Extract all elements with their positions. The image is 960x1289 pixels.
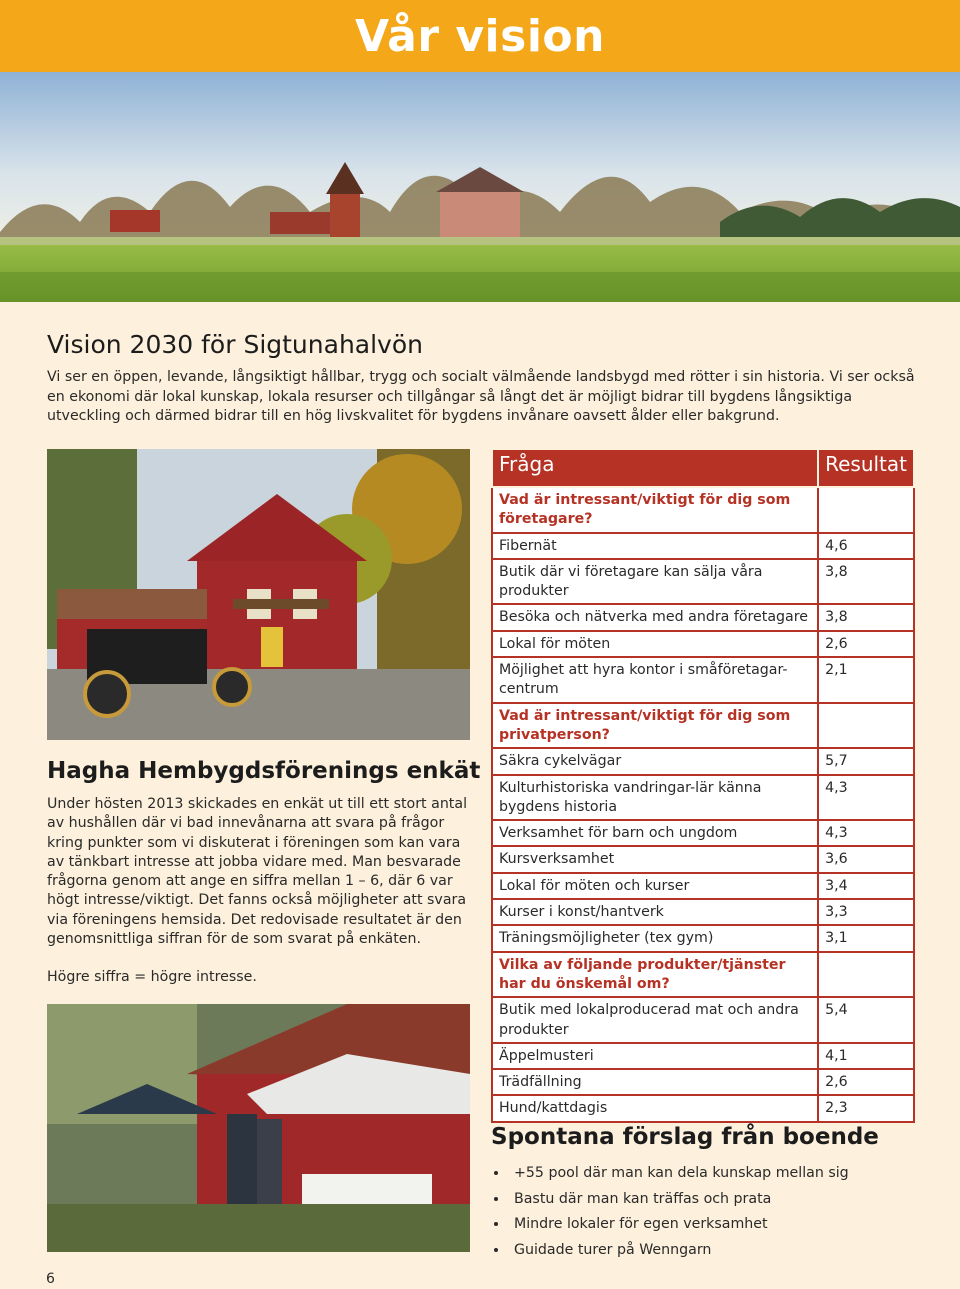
item-cell: Säkra cykelvägar (492, 748, 818, 774)
table-row (492, 631, 914, 657)
item-cell: Lokal för möten (492, 631, 818, 657)
result-cell: 3,4 (818, 873, 914, 899)
result-cell: 2,1 (818, 657, 914, 703)
result-cell: 2,6 (818, 1069, 914, 1095)
item-cell: Kursverksamhet (492, 846, 818, 872)
result-cell: 5,4 (818, 997, 914, 1043)
list-item: +55 pool där man kan dela kunskap mellan sig (493, 1163, 913, 1189)
table-row (492, 1043, 914, 1069)
table-row (492, 559, 914, 605)
table-row (492, 873, 914, 899)
list-item: Mindre lokaler för egen verksamhet (493, 1214, 913, 1240)
list-item: Guidade turer på Wenngarn (493, 1240, 913, 1266)
hero-landscape-photo (0, 72, 960, 302)
item-cell: Hund/kattdagis (492, 1095, 818, 1121)
table-row (492, 748, 914, 774)
table-row (492, 997, 914, 1043)
question-cell: Vilka av följande produkter/tjänster har du önskemål om? (492, 952, 818, 998)
table-row (492, 775, 914, 821)
table-question-row (492, 703, 914, 749)
question-cell: Vad är intressant/viktigt för dig som privatperson? (492, 703, 818, 749)
table-row (492, 1095, 914, 1121)
result-cell: 3,6 (818, 846, 914, 872)
vision-heading: Vision 2030 för Sigtunahalvön (47, 330, 423, 359)
column-header-result: Resultat (818, 449, 914, 487)
table-row (492, 820, 914, 846)
column-header-question: Fråga (492, 449, 818, 487)
item-cell: Butik där vi företagare kan sälja våra produkter (492, 559, 818, 605)
item-cell: Möjlighet att hyra kontor i småföretagar-centrum (492, 657, 818, 703)
survey-note: Högre siffra = högre intresse. (47, 969, 257, 986)
result-cell: 3,8 (818, 604, 914, 630)
survey-text (47, 795, 472, 1007)
survey-results-table (491, 448, 915, 1123)
survey-paragraph: Under hösten 2013 skickades en enkät ut till ett stort antal av hushållen där vi bad innevånarna att svara på frågor kring punkter som vi diskuterat i föreningen som kan vara av tänkbart intresse att jobba vidare med. Man besvarade frågorna genom att ange en siffra mellan 1 – 6, där 6 var högt intresse/viktigt. Det fanns också möjligheter att svara via föreningens hemsida. Det redovisade resultatet är den genomsnittliga siffran för de som svarat på enkäten. (47, 796, 468, 948)
table-row (492, 604, 914, 630)
header-band (0, 0, 960, 72)
table-row (492, 657, 914, 703)
list-item: Bastu där man kan träffas och prata (493, 1189, 913, 1215)
item-cell: Besöka och nätverka med andra företagare (492, 604, 818, 630)
result-cell: 3,3 (818, 899, 914, 925)
result-cell: 2,3 (818, 1095, 914, 1121)
survey-heading: Hagha Hembygdsförenings enkät (47, 758, 481, 784)
question-cell: Vad är intressant/viktigt för dig som företagare? (492, 487, 818, 533)
photo-handel-building (47, 449, 470, 740)
result-cell (818, 487, 914, 533)
table-question-row (492, 952, 914, 998)
result-cell: 4,3 (818, 775, 914, 821)
result-cell (818, 703, 914, 749)
item-cell: Verksamhet för barn och ungdom (492, 820, 818, 846)
vision-paragraph: Vi ser en öppen, levande, långsiktigt hållbar, trygg och socialt välmående landsbygd med rötter i sin historia. Vi ser också en ekonomi där lokal kunskap, lokala resurser och tillgångar så långt det är möjligt bidrar till bygdens långsiktiga utveckling och därmed bidrar till en hög livskvalitet för bygdens invånare oavsett ålder eller bakgrund. (47, 369, 915, 424)
photo-market-tent (47, 1004, 470, 1252)
result-cell: 2,6 (818, 631, 914, 657)
table-question-row (492, 487, 914, 533)
item-cell: Butik med lokalproducerad mat och andra produkter (492, 997, 818, 1043)
result-cell: 4,3 (818, 820, 914, 846)
table-row (492, 846, 914, 872)
table-row (492, 533, 914, 559)
result-cell (818, 952, 914, 998)
spontaneous-heading: Spontana förslag från boende (491, 1124, 879, 1150)
item-cell: Trädfällning (492, 1069, 818, 1095)
item-cell: Kurser i konst/hantverk (492, 899, 818, 925)
table-row (492, 1069, 914, 1095)
result-cell: 4,1 (818, 1043, 914, 1069)
result-cell: 3,8 (818, 559, 914, 605)
item-cell: Träningsmöjligheter (tex gym) (492, 925, 818, 951)
page-title: Vår vision (355, 10, 605, 62)
item-cell: Fibernät (492, 533, 818, 559)
result-cell: 3,1 (818, 925, 914, 951)
page-number: 6 (46, 1271, 55, 1287)
item-cell: Kulturhistoriska vandringar-lär känna bygdens historia (492, 775, 818, 821)
item-cell: Äppelmusteri (492, 1043, 818, 1069)
table-header-row (492, 449, 914, 487)
result-cell: 4,6 (818, 533, 914, 559)
spontaneous-list (493, 1163, 913, 1265)
result-cell: 5,7 (818, 748, 914, 774)
item-cell: Lokal för möten och kurser (492, 873, 818, 899)
table-row (492, 899, 914, 925)
table-row (492, 925, 914, 951)
